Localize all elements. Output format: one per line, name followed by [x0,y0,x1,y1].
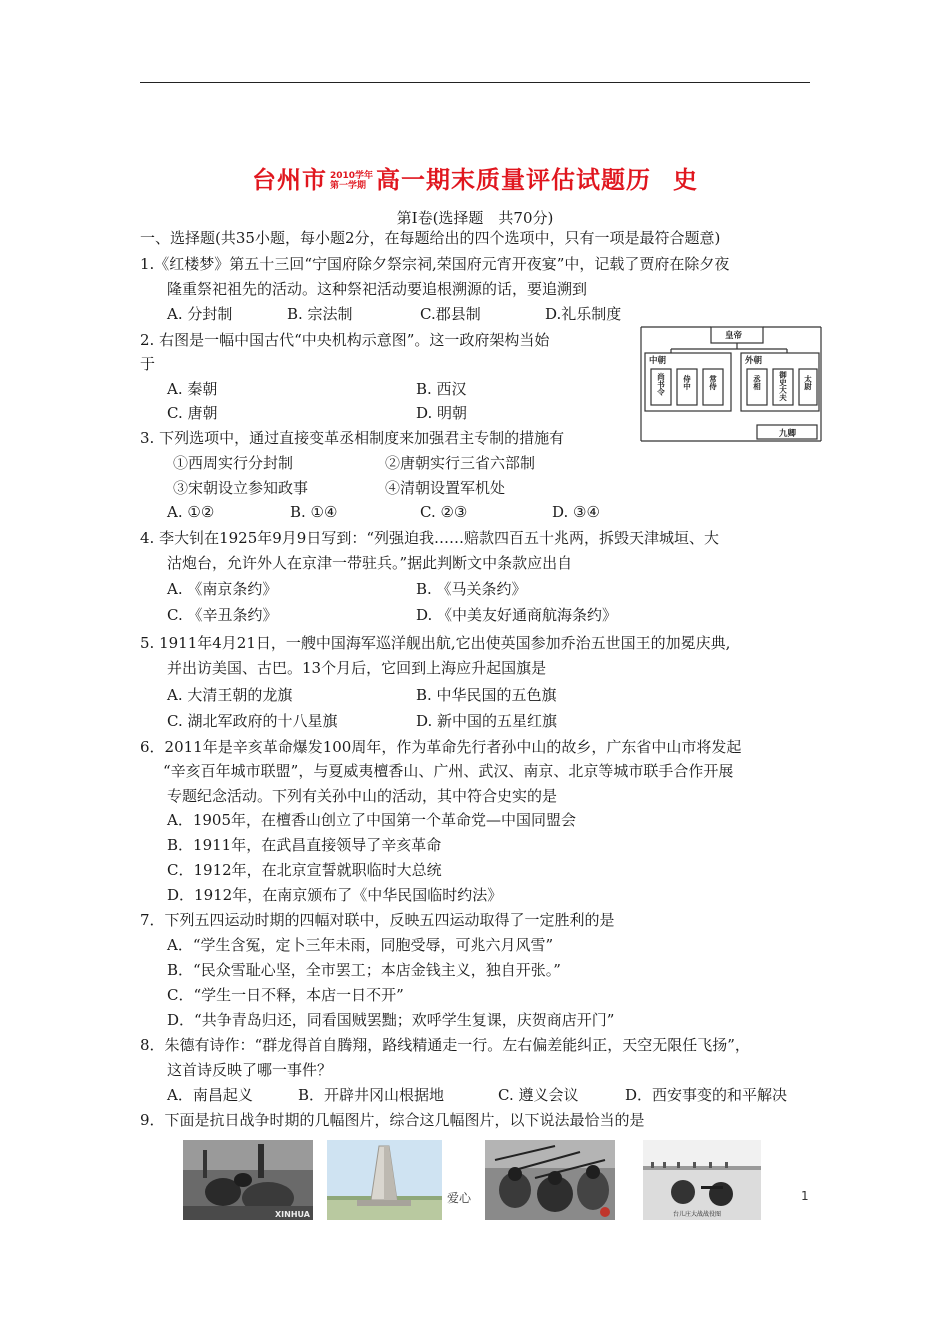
central-government-diagram [637,323,825,445]
q2-option-c[interactable]: C. 唐朝 [167,404,218,422]
q5-option-b[interactable]: B. 中华民国的五色旗 [416,686,557,704]
q8-line-1: 8．朱德有诗作：“群龙得首自腾翔，路线精通走一行。左右偏差能纠正，天空无限任飞扬”， [140,1036,750,1054]
q5-line-2: 并出访美国、古巴。13个月后，它回到上海应升起国旗是 [167,659,547,677]
title-right: 高一期末质量评估试题历 [376,166,652,194]
section-subtitle: 第Ⅰ卷(选择题 共70分) [396,209,554,227]
q7-line-1: 7．下列五四运动时期的四幅对联中，反映五四运动取得了一定胜利的是 [140,911,615,929]
diagram-outer-item-1: 丞相 [752,375,762,390]
photo-soldiers-ruins [183,1140,313,1220]
title-year-stack [330,171,373,191]
q9-line-1: 9．下面是抗日战争时期的几幅图片，综合这几幅图片，以下说法最恰当的是 [140,1111,645,1129]
q8-option-d[interactable]: D．西安事变的和平解决 [625,1086,788,1104]
photo-monument [327,1140,442,1220]
q6-line-2: “辛亥百年城市联盟”，与夏威夷檀香山、广州、武汉、南京、北京等城市联手合作开展 [163,762,734,780]
q8-option-b[interactable]: B．开辟井冈山根据地 [298,1086,445,1104]
q4-option-a[interactable]: A. 《南京条约》 [167,580,278,598]
diagram-outer-item-3: 太尉 [803,375,813,390]
q8-option-a[interactable]: A．南昌起义 [167,1086,253,1104]
q2-option-b[interactable]: B. 西汉 [416,380,467,398]
top-rule [140,82,810,83]
q7-option-c[interactable]: C．“学生一日不释，本店一日不开” [167,986,404,1004]
watermark-text: 爱心 [447,1191,472,1205]
q3-item-3: ③宋朝设立参知政事 [173,479,309,497]
photo-battle-field [643,1140,761,1220]
q2-line-1: 2. 右图是一幅中国古代“中央机构示意图”。这一政府架构当始 [140,331,550,349]
q6-option-c[interactable]: C．1912年，在北京宣誓就职临时大总统 [167,861,442,879]
title-year-top: 2010学年 [329,171,374,181]
q3-option-c[interactable]: C. ②③ [420,503,468,521]
q2-line-2: 于 [140,355,156,373]
q7-option-a[interactable]: A．“学生含冤，定卜三年未雨，同胞受辱，可兆六月风雪” [167,936,554,954]
q6-line-1: 6．2011年是辛亥革命爆发100周年，作为革命先行者孙中山的故乡，广东省中山市将发起 [140,738,742,756]
q4-line-1: 4. 李大钊在1925年9月9日写到：“列强迫我……赔款四百五十兆两，拆毁天津城垣、大 [140,529,720,547]
q6-line-3: 专题纪念活动。下列有关孙中山的活动，其中符合史实的是 [167,787,558,805]
diagram-inner: 中朝 [649,356,667,366]
diagram-emperor: 皇帝 [725,331,743,341]
diagram-outer-item-2: 御史大夫 [778,371,788,401]
title-last: 史 [673,166,699,194]
q3-item-1: ①西周实行分封制 [173,454,294,472]
photo-caption: 台儿庄大战战役图 [673,1211,722,1218]
photo-watermark-logo: XINHUA [275,1210,310,1219]
q1-option-a[interactable]: A. 分封制 [167,305,233,323]
q5-line-1: 5. 1911年4月21日，一艘中国海军巡洋舰出航,它出使英国参加乔治五世国王的加冕庆典, [140,634,731,652]
diagram-outer: 外朝 [745,356,763,366]
q1-option-b[interactable]: B. 宗法制 [287,305,353,323]
diagram-bottom: 九卿 [779,429,797,439]
q4-option-d[interactable]: D. 《中美友好通商航海条约》 [416,606,618,624]
q6-option-a[interactable]: A．1905年，在檀香山创立了中国第一个革命党—中国同盟会 [167,811,577,829]
q6-option-b[interactable]: B．1911年，在武昌直接领导了辛亥革命 [167,836,442,854]
q1-line-1: 1.《红楼梦》第五十三回“宁国府除夕祭宗祠,荣国府元宵开夜宴”中，记载了贾府在除夕夜 [140,255,730,273]
page-title [0,160,950,195]
q5-option-c[interactable]: C. 湖北军政府的十八星旗 [167,712,338,730]
q1-option-c[interactable]: C.郡县制 [420,305,481,323]
q3-line-1: 3. 下列选项中，通过直接变革丞相制度来加强君主专制的措施有 [140,429,565,447]
q6-option-d[interactable]: D．1912年，在南京颁布了《中华民国临时约法》 [167,886,503,904]
q8-option-c[interactable]: C. 遵义会议 [498,1086,579,1104]
q2-option-a[interactable]: A. 秦朝 [167,380,218,398]
diagram-inner-item-2: 侍中 [682,375,692,390]
q8-line-2: 这首诗反映了哪一事件？ [167,1061,333,1079]
q3-option-a[interactable]: A. ①② [167,503,215,521]
q4-option-b[interactable]: B. 《马关条约》 [416,580,527,598]
diagram-inner-item-1: 尚书令 [656,373,666,396]
photo-troops-rifles [485,1140,615,1220]
q2-option-d[interactable]: D. 明朝 [416,404,468,422]
title-year-bottom: 第一学期 [329,181,366,191]
q1-option-d[interactable]: D.礼乐制度 [545,305,622,323]
q7-option-d[interactable]: D．“共争青岛归还，同看国贼罢黜；欢呼学生复课，庆贺商店开门” [167,1011,615,1029]
diagram-inner-item-3: 常侍 [708,375,718,390]
q3-item-2: ②唐朝实行三省六部制 [385,454,536,472]
section-intro: 一、选择题(共35小题，每小题2分，在每题给出的四个选项中，只有一项是最符合题意) [140,229,721,247]
q3-option-d[interactable]: D. ③④ [552,503,600,521]
q3-option-b[interactable]: B. ①④ [290,503,338,521]
q4-line-2: 沽炮台，允许外人在京津一带驻兵。”据此判断文中条款应出自 [167,554,573,572]
q3-item-4: ④清朝设置军机处 [385,479,506,497]
q5-option-a[interactable]: A. 大清王朝的龙旗 [167,686,293,704]
q7-option-b[interactable]: B．“民众雪耻心坚，全市罢工；本店金钱主义，独自开张。” [167,961,561,979]
title-left: 台州市 [251,166,327,194]
page-number: 1 [801,1189,809,1203]
q1-line-2: 隆重祭祀祖先的活动。这种祭祀活动要追根溯源的话，要追溯到 [167,280,588,298]
q5-option-d[interactable]: D. 新中国的五星红旗 [416,712,558,730]
q4-option-c[interactable]: C. 《辛丑条约》 [167,606,278,624]
